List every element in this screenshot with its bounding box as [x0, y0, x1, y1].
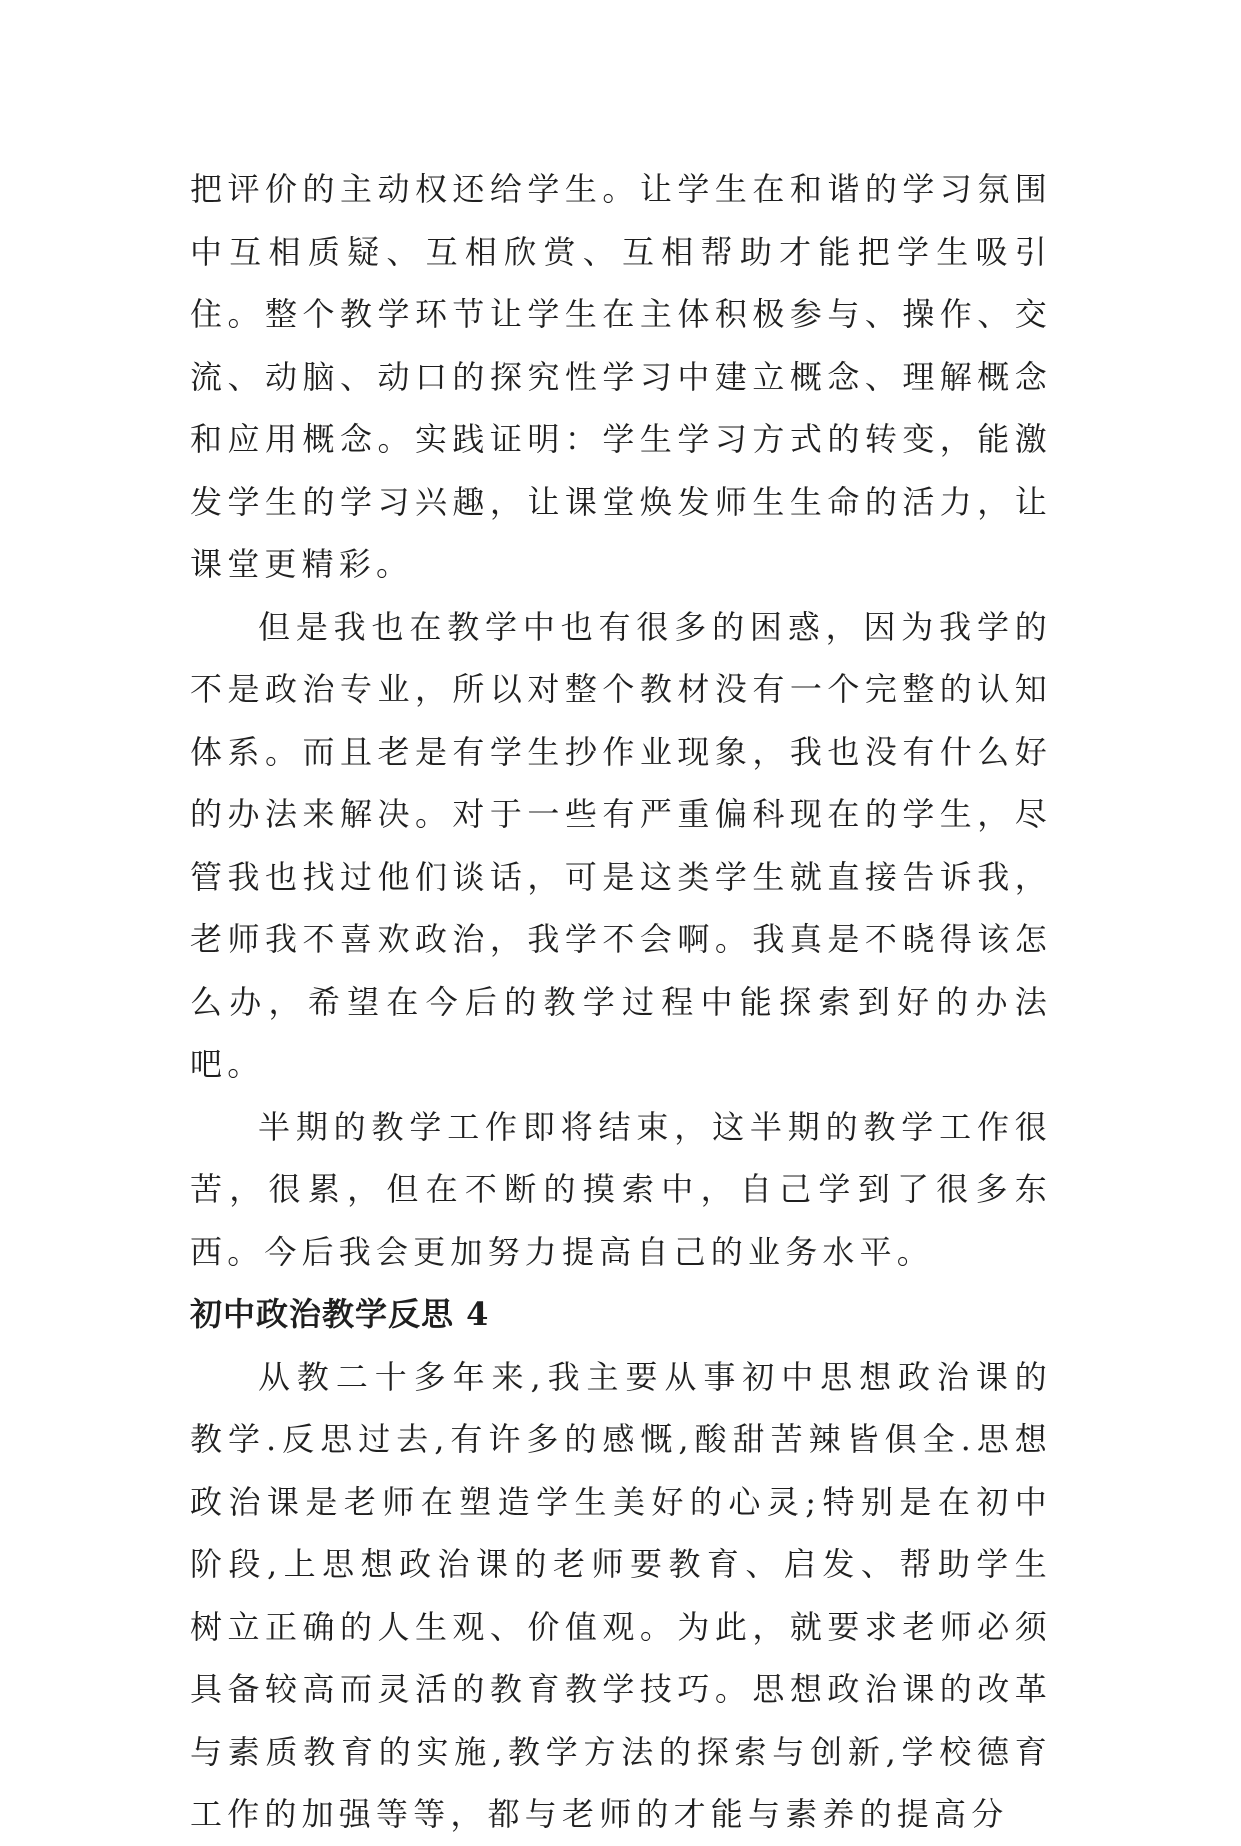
- document-body: [190, 158, 1052, 1846]
- paragraph-1: 把评价的主动权还给学生。让学生在和谐的学习氛围中互相质疑、互相欣赏、互相帮助才能把学生吸引住。整个教学环节让学生在主体积极参与、操作、交流、动脑、动口的探究性学习中建立概念、理解概念和应用概念。实践证明：学生学习方式的转变，能激发学生的学习兴趣，让课堂焕发师生生命的活力，让课堂更精彩。: [190, 170, 1052, 583]
- section-paragraph: 从教二十多年来,我主要从事初中思想政治课的教学.反思过去,有许多的感慨,酸甜苦辣皆俱全.思想政治课是老师在塑造学生美好的心灵;特别是在初中阶段,上思想政治课的老师要教育、启发、帮助学生树立正确的人生观、价值观。为此，就要求老师必须具备较高而灵活的教育教学技巧。思想政治课的改革与素质教育的实施,教学方法的探索与创新,学校德育工作的加强等等，都与老师的才能与素养的提高分: [190, 1357, 1052, 1833]
- paragraph-3: 半期的教学工作即将结束，这半期的教学工作很苦，很累，但在不断的摸索中，自己学到了很多东西。今后我会更加努力提高自己的业务水平。: [190, 1107, 1052, 1271]
- section-heading: 初中政治教学反思 4: [190, 1295, 490, 1333]
- paragraph-2: 但是我也在教学中也有很多的困惑，因为我学的不是政治专业，所以对整个教材没有一个完整的认知体系。而且老是有学生抄作业现象，我也没有什么好的办法来解决。对于一些有严重偏科现在的学生，尽管我也找过他们谈话，可是这类学生就直接告诉我，老师我不喜欢政治，我学不会啊。我真是不晓得该怎么办，希望在今后的教学过程中能探索到好的办法吧。: [190, 607, 1052, 1083]
